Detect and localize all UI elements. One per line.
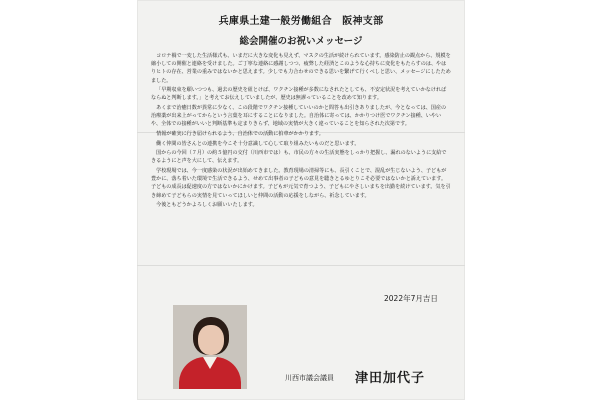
letter-paper [137, 0, 465, 400]
letter-subtitle: 総会開催のお祝いメッセージ [239, 36, 363, 47]
body-paragraph: あくまで治癒日数が異常に少なく、この段階でワクチン接種していいのかと問答も出引きありましたが、今となっては、国産の治療薬が出来上がってからという言葉を耳にすることになりました。自治体に寄っては、かかりつけ医でワクチン接種、いやいや、全体での接種がいいと判断基準も定まりきらず、地域の実情が大きく違っていることを知らされた次第です。 [151, 105, 447, 128]
signature-name: 津田加代子 [355, 371, 426, 386]
letter-title: 兵庫県土建一般労働組合 阪神支部 [218, 16, 384, 27]
portrait-face [198, 325, 224, 355]
body-paragraph: 今後ともどうかよろしくお願いいたします。 [156, 202, 258, 209]
body-paragraph: 国からの今回（７月）の約５億円の交付（川西市では）も、市民の方々の生活実態をしっかり把握し、漏れのないように支給できるようにと声を大にして、伝えます。 [151, 150, 447, 165]
signature-title: 川西市議会議員 [285, 374, 334, 382]
paper-fold-line [137, 265, 465, 266]
body-paragraph: 働く仲間の皆さんとの連携を今こそ十分意識して心して取り組みたいものだと思います。 [156, 140, 360, 147]
portrait-photo [173, 305, 247, 389]
body-paragraph: 「早期収束を願いつつも、過去の歴史を紐とけば、ワクチン接種が多数になされたとしても、不安定状況を考えていかなければならぬと判断します。」と考えてお伝えしていましたが、歴史は無謬っていることを改めて知ります。 [151, 87, 447, 102]
body-paragraph: コロナ禍で一変した生活様式も、いまだに大きな変化も見えず、マスクの生活が続けられています。感染防止の観点から、規模を縮小しての開催と連絡を受けました。ご丁寧な連絡に感謝しつつ、疲弊した経済とこのような心持ちに変化をもたらすのは、やはりヒトの存在、営業の重みではないかと思えます。少しでも力合わせのできる思いを繋げて行くべしと思い、メッセージにしたためました。 [151, 53, 451, 84]
body-paragraph: 学校現場では、今一度感染の状況が出始めてきました。教育現場の清掃等にも、長引くことで、混乱が生じないよう、子どもが豊かに、落ち着いた環境で生活できるよう、せめて出事者の子どもの意見を聴きとるゆとりこそ必要ではないかと訴えています。子どもの成長は促速度の方ではないかにかけます。子どもが元気で育つよう、子どもにやさしいまちを出勤を続けています。気を引き締めて子どもらの実情を見ていってほしいと仲間の活動の応援をしながら、祈念しています。 [151, 167, 451, 199]
letter-body [151, 52, 451, 211]
letter-date: 2022年7月吉日 [384, 294, 438, 303]
body-paragraph: 情報が確実に行き届けられるよう、自治体での活動に拍車がかかります。 [156, 131, 324, 137]
